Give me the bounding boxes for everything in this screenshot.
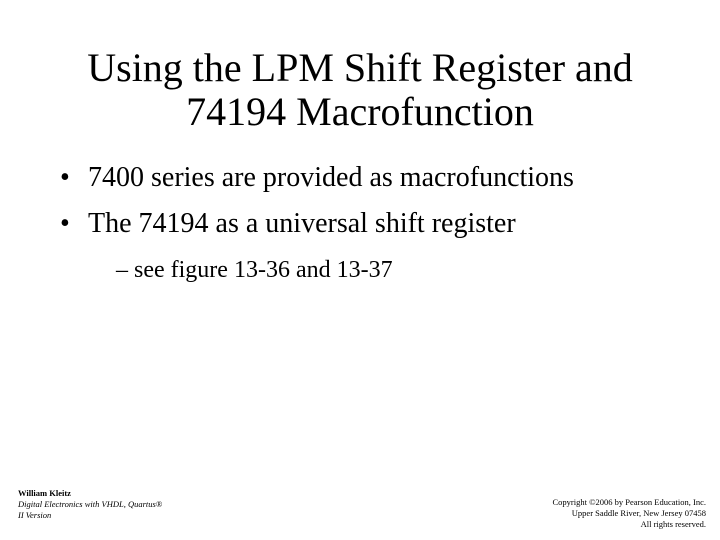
bullet-text: 7400 series are provided as macrofunctions <box>88 162 574 193</box>
bullet-list <box>60 162 700 254</box>
bullet-marker: • <box>60 208 70 239</box>
slide-title: Using the LPM Shift Register and 74194 Macrofunction <box>87 45 633 134</box>
bullet-item <box>60 208 700 240</box>
footer-copyright: Copyright ©2006 by Pearson Education, Inc. <box>552 497 706 507</box>
footer-book-title-cont: II Version <box>18 510 52 520</box>
footer-author-block <box>18 488 218 521</box>
footer-address: Upper Saddle River, New Jersey 07458 <box>571 508 706 518</box>
bullet-item <box>60 162 700 194</box>
footer-author: William Kleitz <box>18 488 71 498</box>
sub-bullet-marker: – <box>116 257 128 283</box>
bullet-marker: • <box>60 162 70 193</box>
bullet-text: The 74194 as a universal shift register <box>88 208 516 239</box>
footer-book-title: Digital Electronics with VHDL, Quartus® <box>18 499 163 509</box>
footer-rights: All rights reserved. <box>640 519 706 529</box>
footer-copyright-block <box>486 497 706 530</box>
sub-bullet-text: see figure 13-36 and 13-37 <box>134 257 393 283</box>
sub-bullet <box>116 256 393 284</box>
